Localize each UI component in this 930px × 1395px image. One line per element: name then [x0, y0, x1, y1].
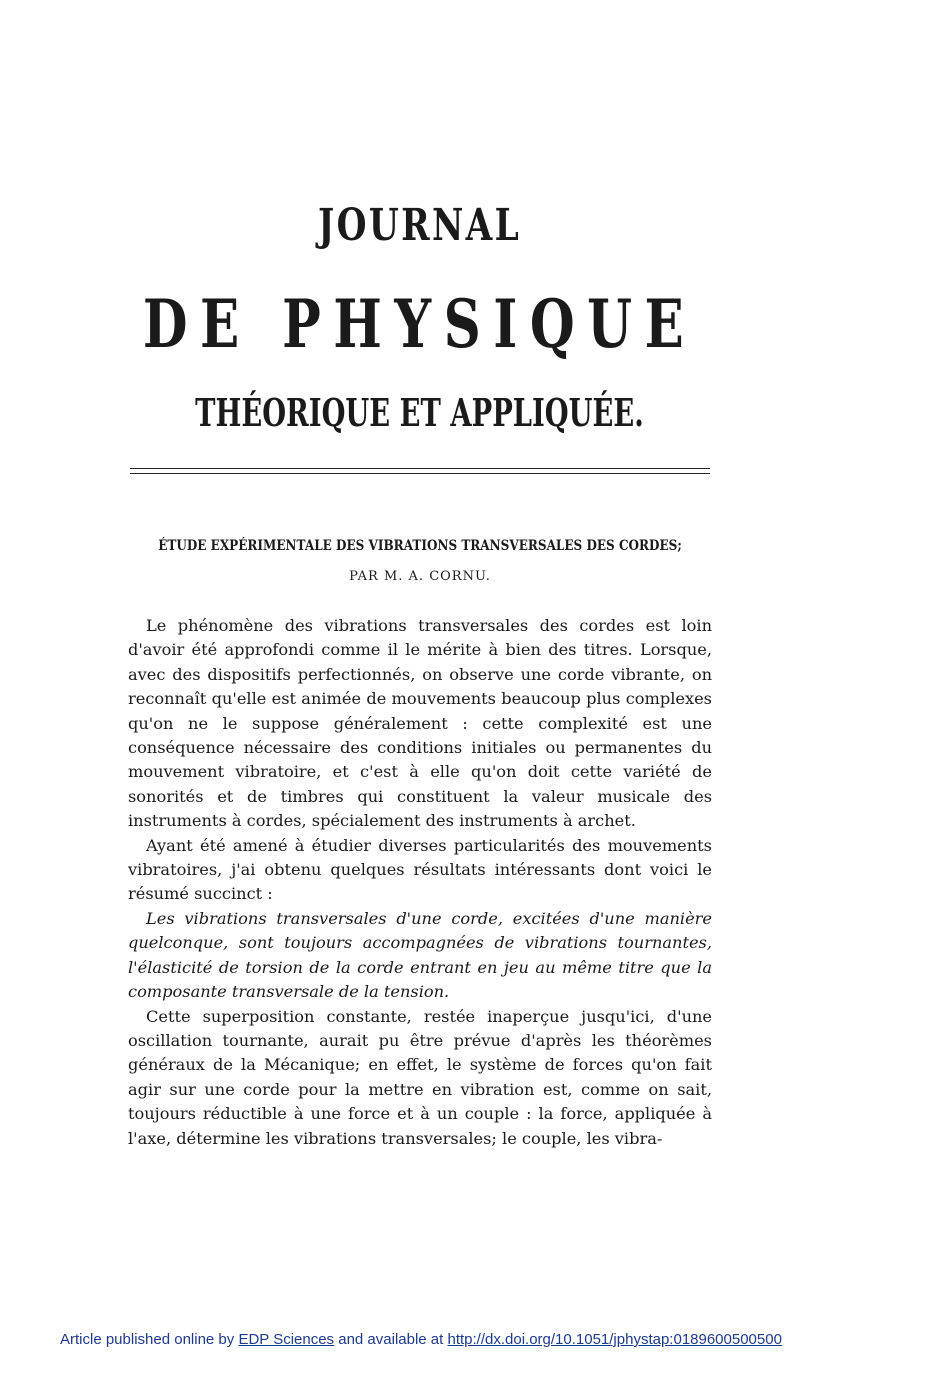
footer-middle: and available at: [334, 1331, 448, 1348]
journal-title-line1: JOURNAL: [318, 200, 522, 251]
paragraph-1: Le phénomène des vibrations transversales des cordes est loin d'avoir été approfondi comme il le mérite à bien des titres. Lorsque, avec des dispositifs perfectionnés, on observe une corde vibrante, on reconnaît qu'elle est animée de mouvements beaucoup plus complexes qu'on ne le suppose généralement : cette complexité est une conséquence nécessaire des conditions initiales ou permanentes du mouvement vibratoire, et c'est à elle qu'on doit cette variété de sonorités et de timbres qui constituent la valeur musicale des instruments à cordes, spécialement des instruments à archet.: [128, 616, 712, 831]
journal-title-line2: DE PHYSIQUE: [142, 285, 697, 363]
article-body: [128, 614, 712, 1151]
doi-link[interactable]: http://dx.doi.org/10.1051/jphystap:0189600500500: [447, 1331, 782, 1348]
header-rule-top: [130, 468, 710, 469]
header-rule-bottom: [130, 473, 710, 474]
publication-footer: [60, 1331, 782, 1348]
publisher-link[interactable]: EDP Sciences: [238, 1331, 335, 1348]
paragraph-2: Ayant été amené à étudier diverses particularités des mouvements vibratoires, j'ai obtenu quelques résultats intéressants dont voici le résumé succinct :: [128, 835, 712, 904]
journal-subtitle: THÉORIQUE ET APPLIQUÉE.: [195, 390, 644, 435]
footer-prefix: Article published online by: [60, 1331, 239, 1348]
paragraph-4: Cette superposition constante, restée inaperçue jusqu'ici, d'une oscillation tournante, aurait pu être prévue d'après les théorèmes généraux de la Mécanique; en effet, le système de forces qu'on fait agir sur une corde pour la mettre en vibration est, comme on sait, toujours réductible à une force et à un couple : la force, appliquée à l'axe, détermine les vibrations transversales; le couple, les vibra-: [128, 1006, 712, 1148]
article-title: ÉTUDE EXPÉRIMENTALE DES VIBRATIONS TRANSVERSALES DES CORDES;: [158, 538, 682, 554]
article-author: PAR M. A. CORNU.: [349, 569, 491, 584]
paragraph-3-italic: Les vibrations transversales d'une corde, excitées d'une manière quelconque, sont toujours accompagnées de vibrations tournantes, l'élasticité de torsion de la corde entrant en jeu au même titre que la composante transversale de la tension.: [128, 908, 712, 1002]
